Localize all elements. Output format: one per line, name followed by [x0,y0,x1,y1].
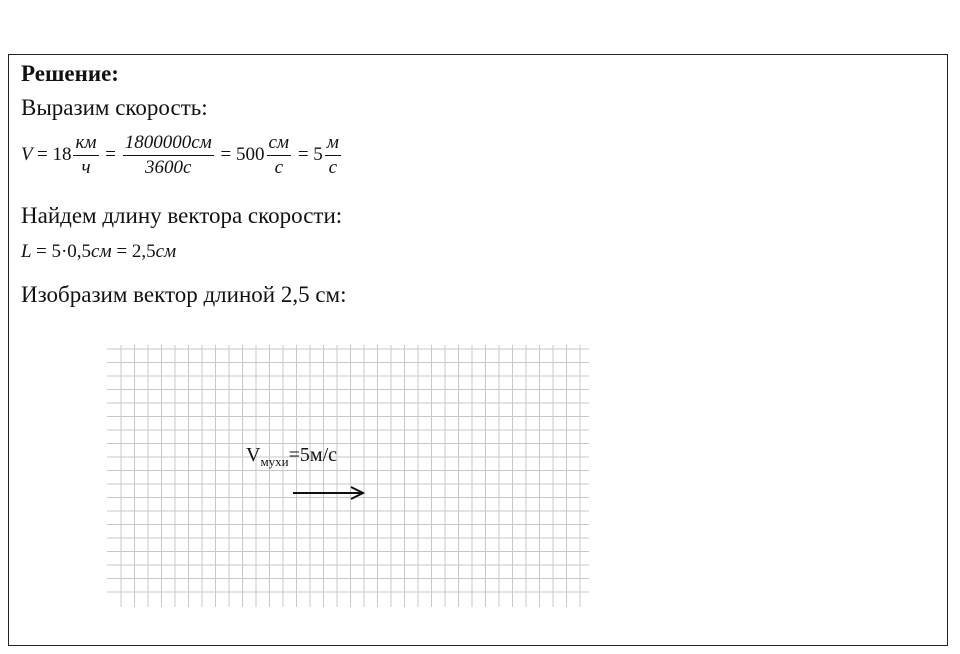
fraction-denominator: 3600с [145,157,192,178]
step-find-vector-length: Найдем длину вектора скорости: [21,203,343,228]
eq-result: 2,5 [131,241,156,262]
vector-label [246,444,337,470]
eq-value-18: 18 [52,143,72,165]
vector-subscript: мухи [260,454,289,469]
eq-value-500: 500 [236,143,265,165]
fraction-numerator: 1800000см [123,131,214,156]
eq-sign: = [37,143,48,165]
fraction-km-h [73,131,98,180]
solution-heading: Решение: [21,61,119,86]
grid-paper [107,345,589,607]
eq-l: L [21,241,32,262]
step-draw-vector: Изобразим вектор длиной 2,5 см: [21,282,347,307]
vector-value: =5м/с [288,444,338,466]
eq-value-5: 5 [313,143,323,165]
fraction-denominator: с [274,157,283,178]
speed-conversion-equation [21,131,343,180]
fraction-numerator: м [325,131,341,156]
eq-unit: см [91,241,112,262]
fraction-denominator: ч [81,157,91,178]
eq-sign: = [105,143,116,165]
eq-sign: = [35,241,47,262]
fraction-numerator: км [73,131,98,156]
eq-sign: = [116,241,128,262]
step-express-speed: Выразим скорость: [21,95,208,120]
fraction-cm-s [123,131,214,180]
eq-sign: = [220,143,232,165]
eq-sign: = [297,143,309,165]
vector-length-equation [21,241,176,263]
fraction-cm-per-s [267,131,292,180]
fraction-numerator: см [267,131,292,156]
eq-v: V [21,143,33,165]
velocity-vector-arrow [289,483,369,503]
vector-symbol: V [246,444,261,466]
fraction-denominator: с [328,157,338,178]
solution-box [8,54,948,646]
eq-expression: 5·0,5 [51,241,92,262]
eq-unit: см [155,241,177,262]
fraction-m-per-s [325,131,341,180]
